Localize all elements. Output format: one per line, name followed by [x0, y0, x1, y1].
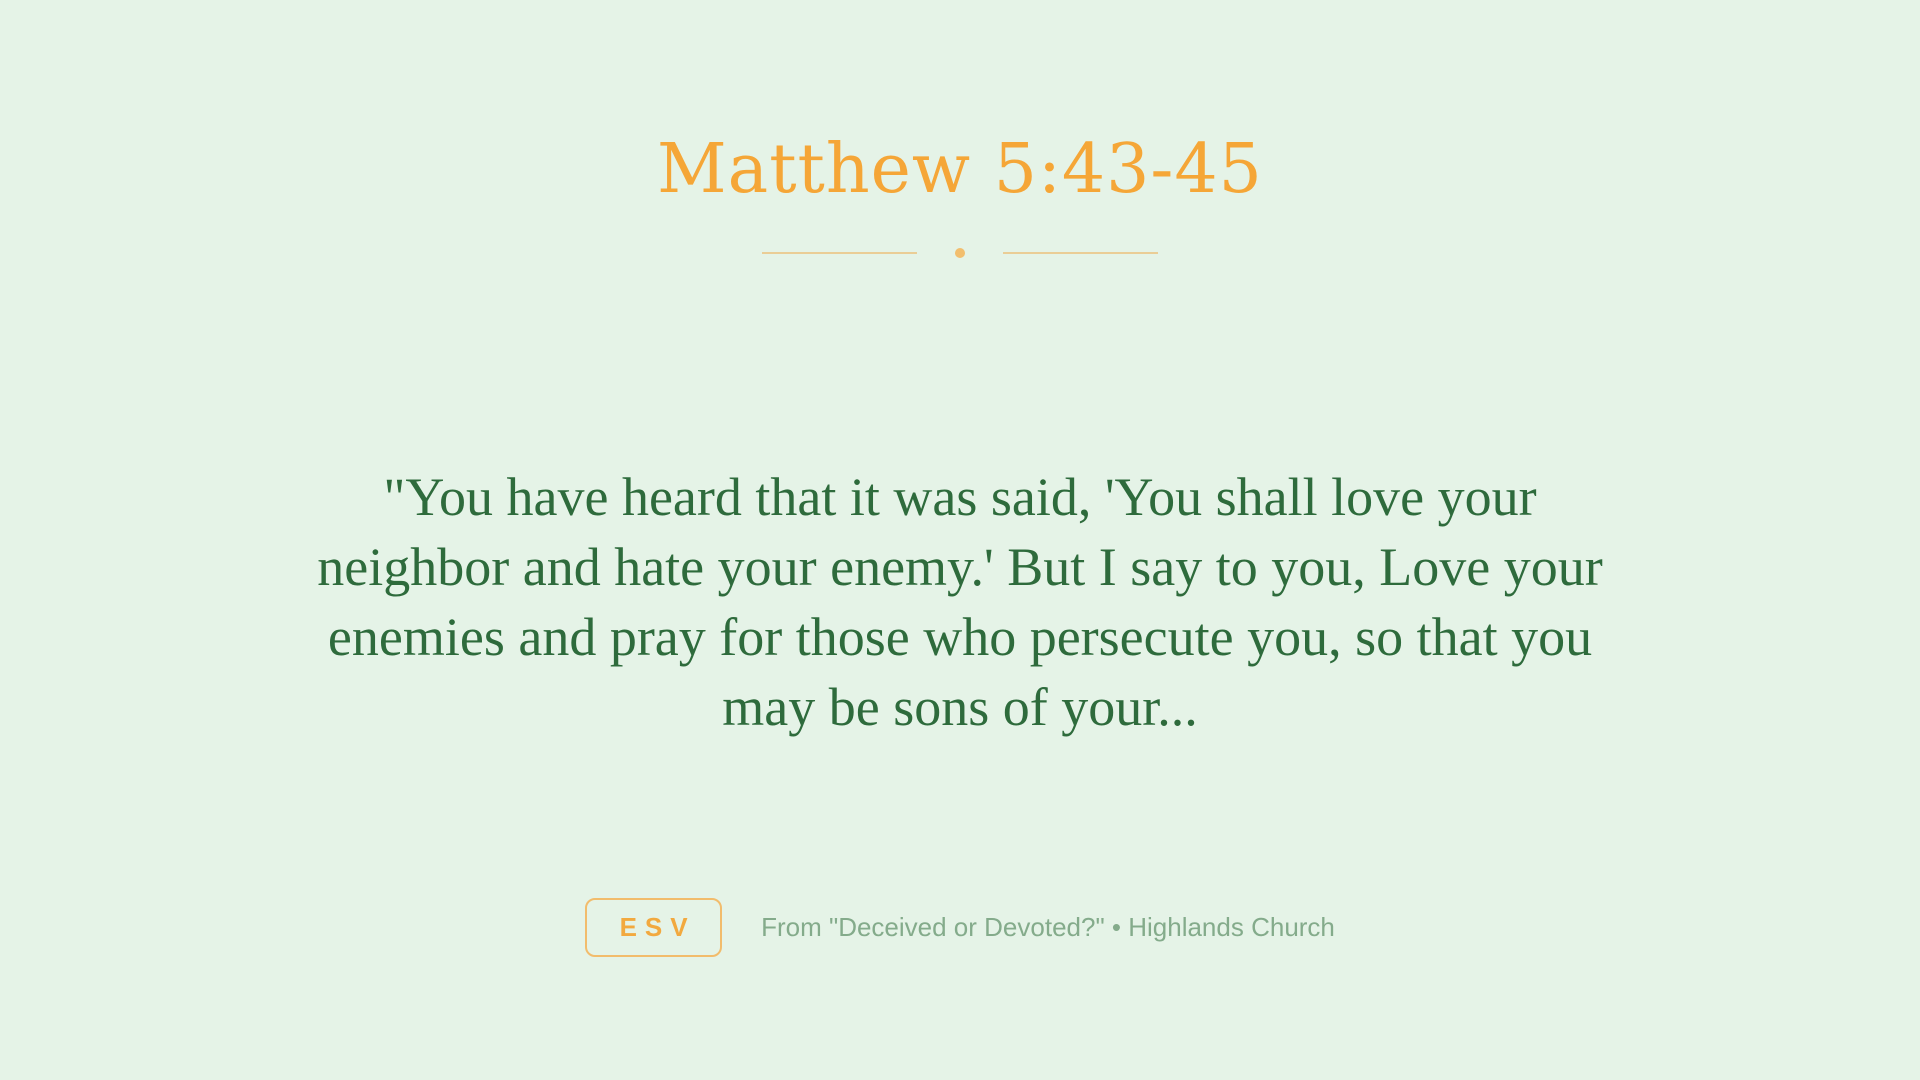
verse-line-1: "You have heard that it was said, 'You shall love your [383, 467, 1537, 527]
slide-footer [0, 898, 1920, 957]
verse-line-4: may be sons of your... [722, 677, 1198, 737]
verse-text-block [0, 462, 1920, 742]
translation-badge-label: ESV [619, 912, 696, 942]
divider-line-left [762, 252, 917, 254]
translation-badge[interactable] [585, 898, 722, 957]
verse-line-3: enemies and pray for those who persecute you, so that you [327, 607, 1593, 667]
divider-line-right [1003, 252, 1158, 254]
slide-header [0, 132, 1920, 258]
divider-dot [955, 248, 965, 258]
attribution-text: From "Deceived or Devoted?" • Highlands Church [761, 912, 1335, 942]
verse-line-2: neighbor and hate your enemy.' But I say to you, Love your [317, 537, 1603, 597]
ornamental-divider [0, 248, 1920, 258]
verse-reference-title: Matthew 5:43-45 [657, 130, 1263, 209]
